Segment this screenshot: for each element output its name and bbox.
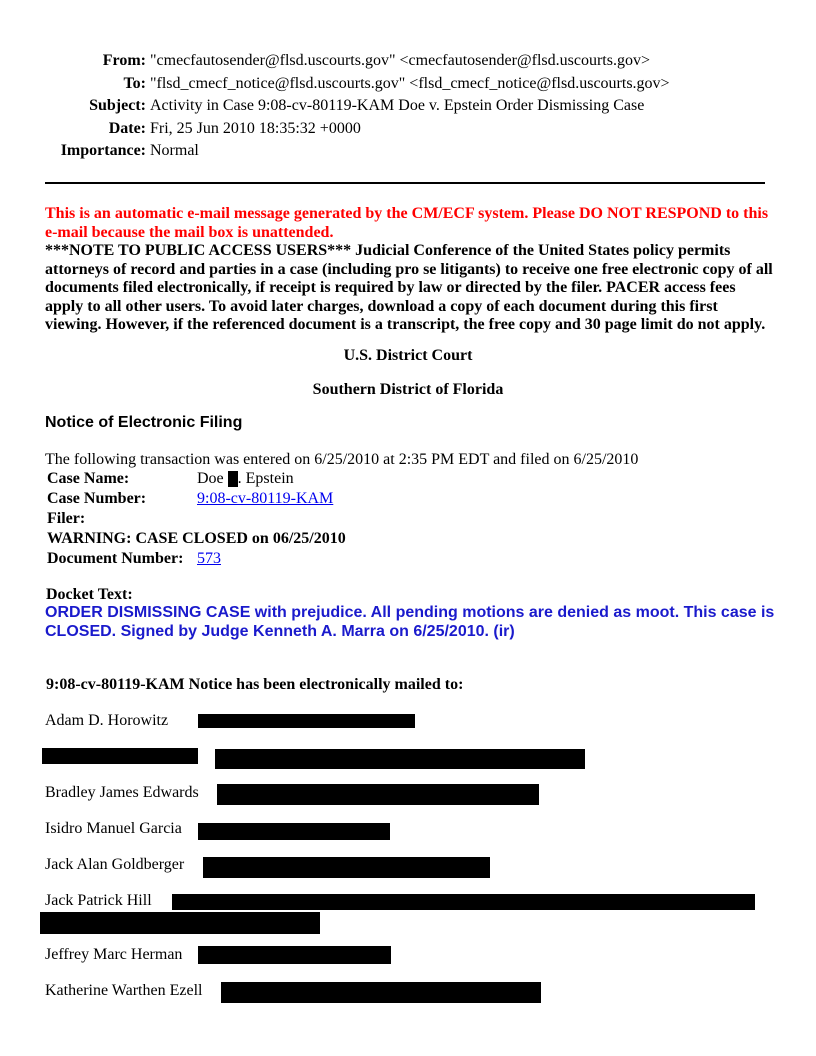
attorney-name: Jeffrey Marc Herman <box>45 946 183 963</box>
attorney-name: Katherine Warthen Ezell <box>45 982 203 999</box>
attorney-name: Isidro Manuel Garcia <box>45 820 182 837</box>
transaction-statement: The following transaction was entered on 6/25/2010 at 2:35 PM EDT and filed on 6/25/2010 <box>45 451 639 468</box>
email-redaction <box>215 749 585 769</box>
nef-heading: Notice of Electronic Filing <box>45 414 243 431</box>
email-redaction <box>172 894 755 910</box>
attorney-name: Jack Patrick Hill <box>45 892 152 909</box>
case-name-value <box>197 470 294 488</box>
header-to-value: "flsd_cmecf_notice@flsd.uscourts.gov" <flsd_cmecf_notice@flsd.uscourts.gov> <box>150 74 670 92</box>
case-number-label: Case Number: <box>47 490 147 507</box>
header-to-row <box>56 73 670 96</box>
filer-label: Filer: <box>47 510 86 527</box>
header-subject-label: Subject: <box>89 97 146 114</box>
case-name-label: Case Name: <box>47 470 130 487</box>
case-number-link[interactable]: 9:08-cv-80119-KAM <box>197 490 334 507</box>
email-redaction <box>203 857 490 878</box>
header-from-label: From: <box>102 52 146 69</box>
court-district: Southern District of Florida <box>312 381 504 398</box>
system-notice <box>45 205 773 335</box>
email-redaction <box>198 946 391 964</box>
header-date-value: Fri, 25 Jun 2010 18:35:32 +0000 <box>150 119 361 137</box>
header-subject-row <box>56 95 670 118</box>
header-importance-label: Importance: <box>60 142 146 159</box>
case-closed-warning: WARNING: CASE CLOSED on 06/25/2010 <box>47 530 346 547</box>
email-redaction <box>40 912 320 934</box>
case-name-redaction <box>228 471 238 487</box>
email-redaction <box>198 823 390 840</box>
document-number-link[interactable]: 573 <box>197 550 221 567</box>
name-redaction <box>42 748 198 764</box>
case-name-last: . Epstein <box>237 470 294 487</box>
email-redaction <box>198 714 415 728</box>
header-date-label: Date: <box>108 119 146 137</box>
email-header <box>56 50 670 163</box>
header-subject-value: Activity in Case 9:08-cv-80119-KAM Doe v. Epstein Order Dismissing Case <box>150 97 645 114</box>
header-from-value: "cmecfautosender@flsd.uscourts.gov" <cmecfautosender@flsd.uscourts.gov> <box>150 52 650 69</box>
docket-text: ORDER DISMISSING CASE with prejudice. All pending motions are denied as moot. This case is CLOSED. Signed by Judge Kenneth A. Marra on 6/25/2010. (ir) <box>45 604 775 640</box>
docket-text-label: Docket Text: <box>46 586 133 603</box>
header-divider <box>45 182 765 184</box>
header-importance-row <box>56 140 670 163</box>
header-importance-value: Normal <box>150 142 199 159</box>
attorney-name: Adam D. Horowitz <box>45 712 169 729</box>
header-date-row <box>56 118 670 141</box>
auto-message-warning: This is an automatic e-mail message generated by the CM/ECF system. Please DO NOT RESPOND to this e-mail because the mail box is unattended. <box>45 205 769 241</box>
court-name: U.S. District Court <box>343 347 473 364</box>
header-from-row <box>56 50 670 73</box>
email-redaction <box>217 784 539 805</box>
document-number-label: Document Number: <box>47 550 184 567</box>
public-access-note: ***NOTE TO PUBLIC ACCESS USERS*** Judicial Conference of the United States policy permits attorneys of record and parties in a case (including pro se litigants) to receive one free electronic copy of all documents filed electronically, if receipt is required by law or directed by the filer. PACER access fees apply to all other users. To avoid later charges, download a copy of each document during this first viewing. However, if the referenced document is a transcript, the free copy and 30 page limit do not apply. <box>45 242 773 333</box>
attorney-name: Jack Alan Goldberger <box>45 856 185 873</box>
attorney-name: Bradley James Edwards <box>45 784 199 801</box>
email-redaction <box>221 982 541 1003</box>
mailed-to-title: 9:08-cv-80119-KAM Notice has been electronically mailed to: <box>46 676 464 693</box>
case-name-first: Doe <box>197 470 224 487</box>
header-to-label: To: <box>123 74 146 92</box>
